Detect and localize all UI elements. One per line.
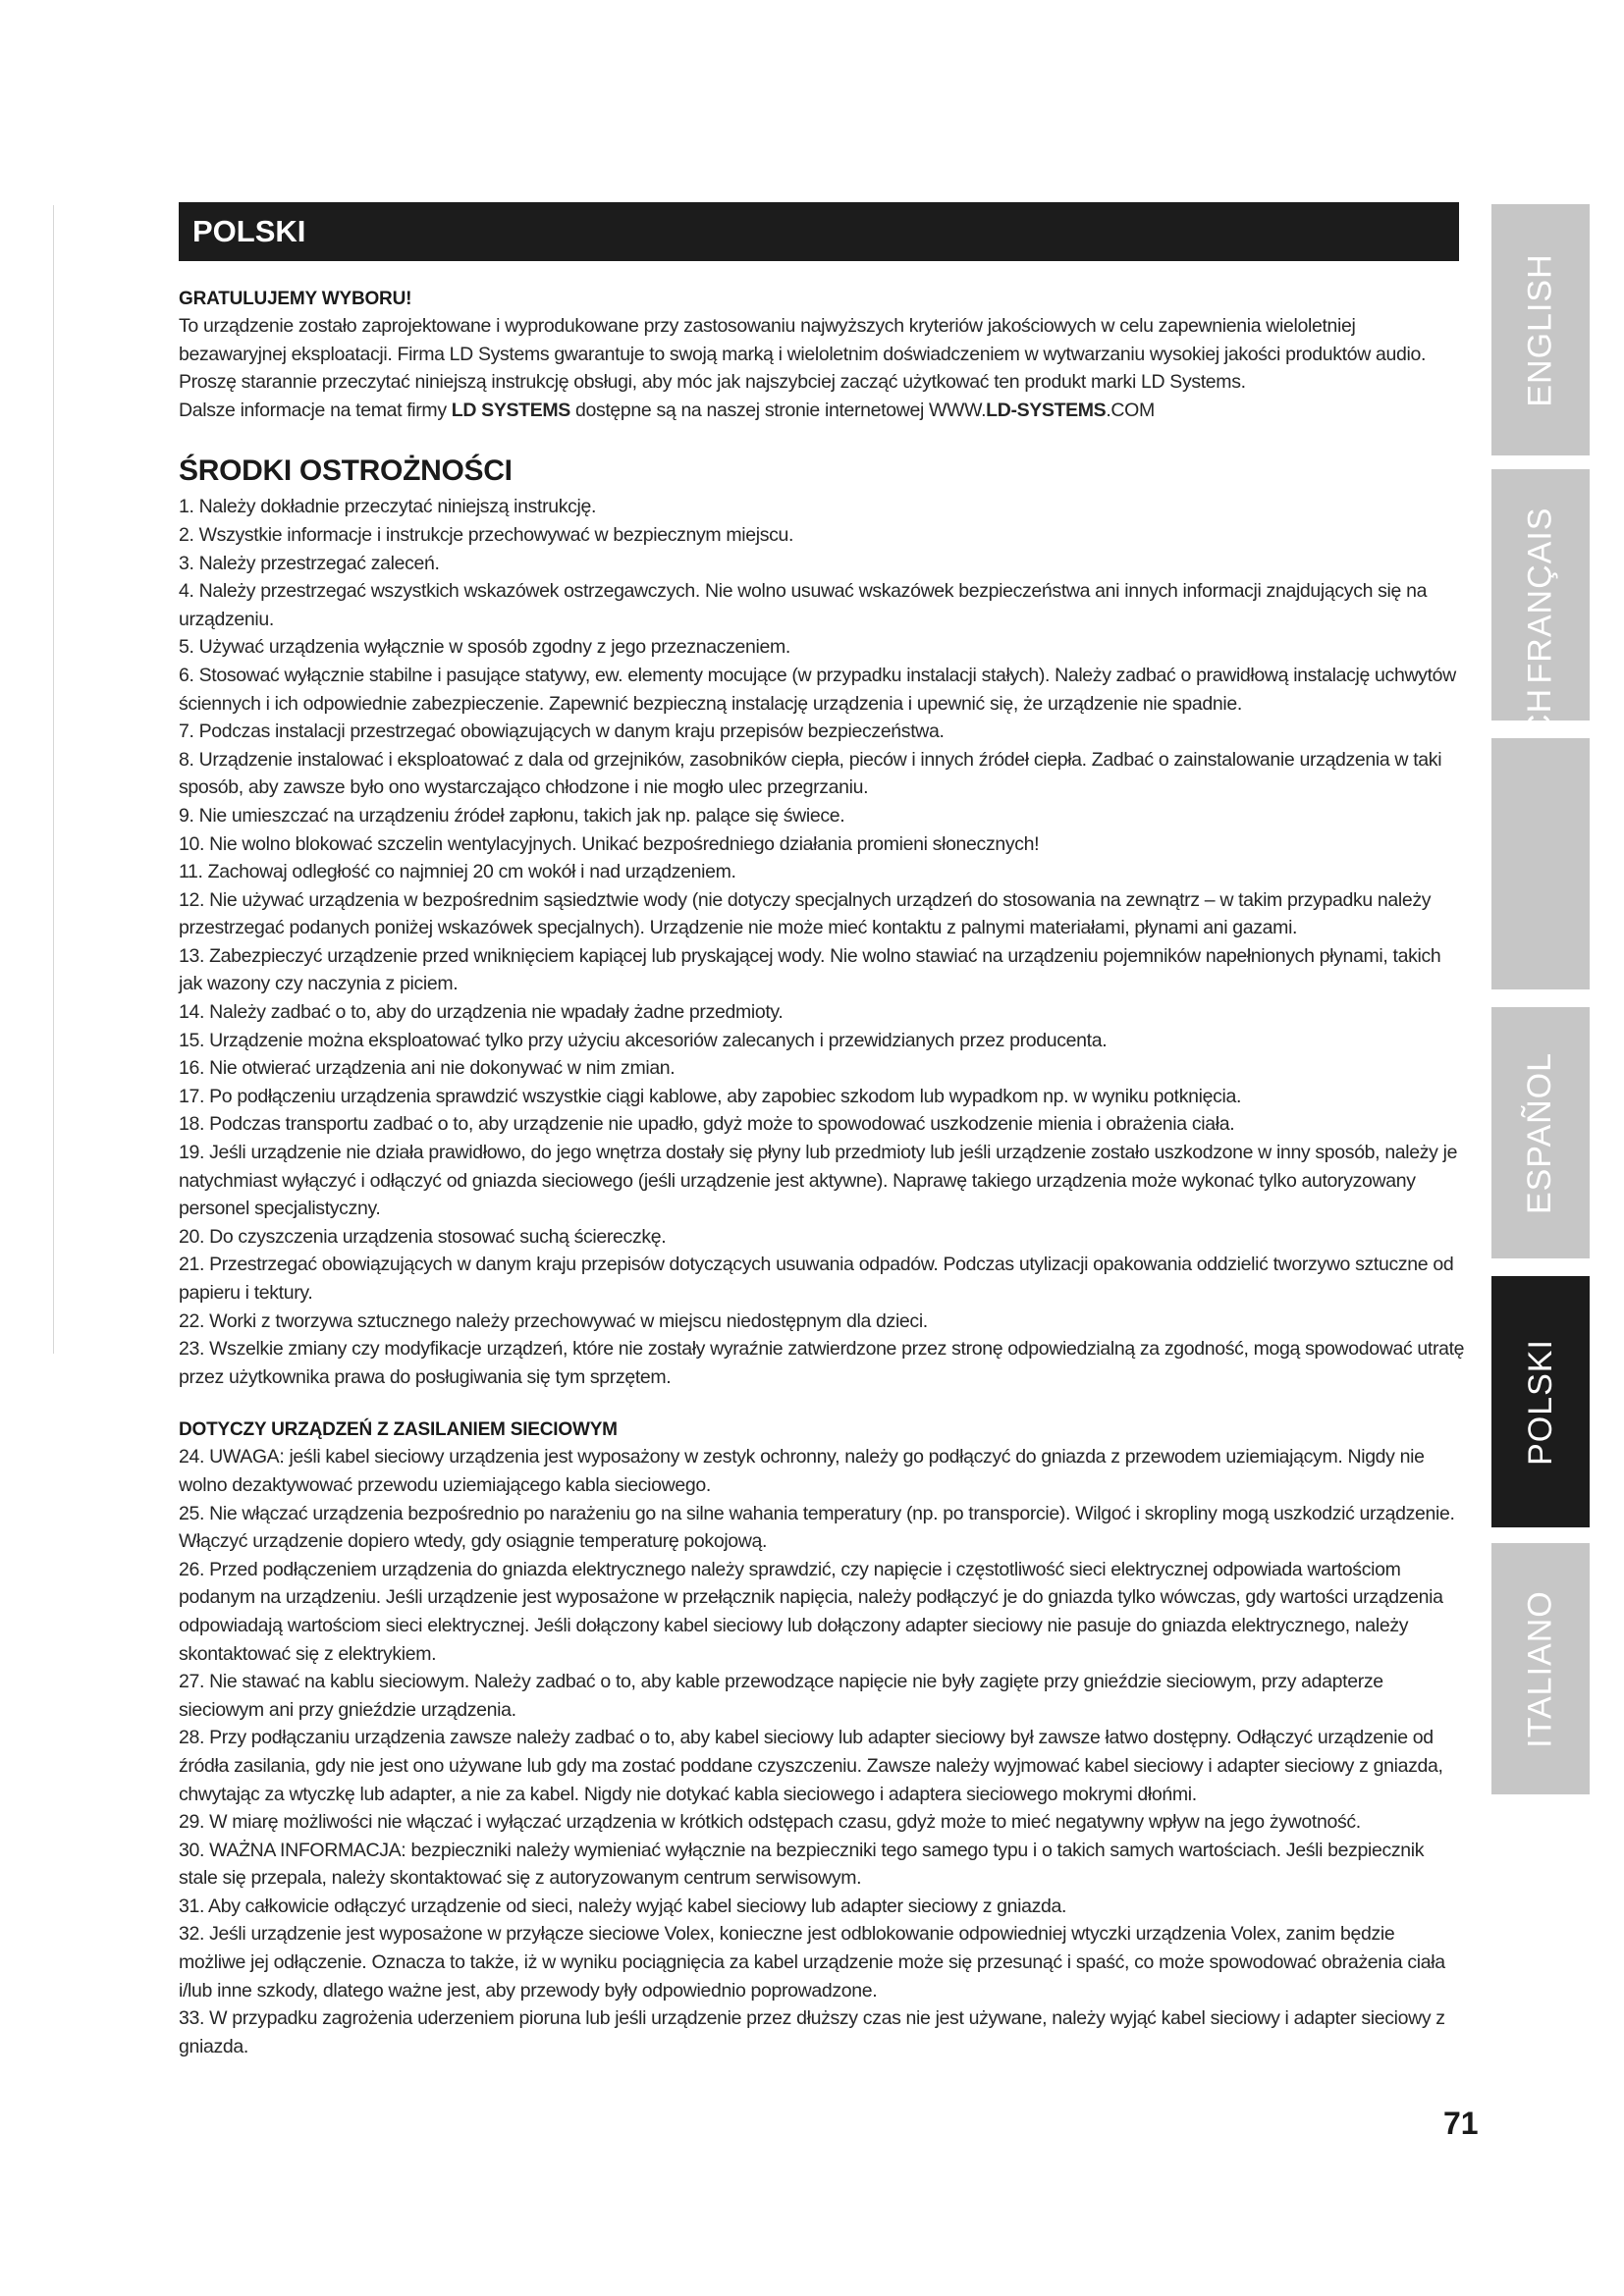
precautions-item: 14. Należy zadbać o to, aby do urządzenia nie wpadały żadne przedmioty. [179, 1001, 784, 1024]
more-info-prefix: Dalsze informacje na temat firmy [179, 399, 452, 421]
mains-item: 32. Jeśli urządzenie jest wyposażone w przyłącze sieciowe Volex, konieczne jest odblokowanie odpowiedniej wtyczki urządzenia Volex, zanim będzie możliwe jej odłączenie. Oznacza to także, iż w wyniku pociągnięcia za kabel urządzenie może się przesunąć i spaść, co może spowodować obrażenia ciała i/lub inne szkody, dlatego ważne jest, aby przewody były odpowiednio poprowadzone. [179, 1923, 1445, 2002]
tab-polski[interactable] [1491, 1276, 1590, 1527]
mains-item: 33. W przypadku zagrożenia uderzeniem pioruna lub jeśli urządzenie przez dłuższy czas nie jest używane, należy wyjąć kabel sieciowy i adapter sieciowy z gniazda. [179, 2007, 1445, 2057]
tab-espanol-label: ESPAÑOL [1521, 1051, 1559, 1214]
mains-item: 25. Nie włączać urządzenia bezpośrednio po narażeniu go na silne wahania temperatury (np. po transporcie). Wilgoć i skropliny mogą uszkodzić urządzenie. Włączyć urządzenie dopiero wtedy, gdy osiągnie temperaturę pokojową. [179, 1502, 1455, 1553]
intro-heading: GRATULUJEMY WYBORU! [179, 289, 412, 309]
precautions-heading: ŚRODKI OSTROŻNOŚCI [179, 454, 513, 488]
language-tabs [1491, 0, 1590, 2296]
precautions-item: 23. Wszelkie zmiany czy modyfikacje urządzeń, które nie zostały wyraźnie zatwierdzone przez stronę odpowiedzialną za zgodność, mogą spowodować utratę przez użytkownika prawa do posługiwania się tym sprzętem. [179, 1338, 1465, 1388]
tab-francais-label: FRANÇAIS [1521, 507, 1559, 683]
precautions-item: 21. Przestrzegać obowiązujących w danym kraju przepisów dotyczących usuwania odpadów. Podczas utylizacji opakowania oddzielić tworzywo sztuczne od papieru i tektury. [179, 1254, 1454, 1304]
precautions-item: 2. Wszystkie informacje i instrukcje przechowywać w bezpiecznym miejscu. [179, 523, 794, 546]
website-domain: LD-SYSTEMS [986, 399, 1107, 421]
precautions-item: 8. Urządzenie instalować i eksploatować z dala od grzejników, zasobników ciepła, pieców i innych źródeł ciepła. Zadbać o zainstalowanie urządzenia w taki sposób, aby zawsze było ono wystarczająco chłodzone i nie mogło ulec przegrzaniu. [179, 748, 1442, 799]
website-suffix: .COM [1106, 399, 1155, 421]
mains-item: 31. Aby całkowicie odłączyć urządzenie od sieci, należy wyjąć kabel sieciowy lub adapter sieciowy z gniazda. [179, 1895, 1067, 1917]
precautions-item: 7. Podczas instalacji przestrzegać obowiązujących w danym kraju przepisów bezpieczeństwa. [179, 721, 945, 743]
document-body [179, 286, 1465, 2060]
section-title-bar [179, 202, 1459, 261]
mains-item: 30. WAŻNA INFORMACJA: bezpieczniki należy wymieniać wyłącznie na bezpieczniki tego samego typu i o takich samych wartościach. Jeśli bezpiecznik stale się przepala, należy skontaktować się z autoryzowanym centrum serwisowym. [179, 1839, 1425, 1890]
precautions-item: 18. Podczas transportu zadbać o to, aby urządzenie nie upadło, gdyż może to spowodować uszkodzenie mienia i obrażenia ciała. [179, 1113, 1235, 1136]
more-info-middle: dostępne są na naszej stronie internetowej WWW. [569, 399, 987, 421]
tab-deutsch-block [1491, 738, 1590, 989]
precautions-item: 5. Używać urządzenia wyłącznie w sposób zgodny z jego przeznaczeniem. [179, 636, 790, 659]
tab-english[interactable] [1491, 204, 1590, 455]
precautions-item: 17. Po podłączeniu urządzenia sprawdzić wszystkie ciągi kablowe, aby zapobiec szkodom lub wypadkom np. w wyniku potknięcia. [179, 1085, 1242, 1107]
section-title: POLSKI [192, 214, 306, 248]
mains-item: 28. Przy podłączaniu urządzenia zawsze należy zadbać o to, aby kabel sieciowy lub adapter sieciowy był zawsze łatwo dostępny. Odłączyć urządzenie od źródła zasilania, gdy nie jest ono używane lub gdy ma zostać poddane czyszczeniu. Zawsze należy wyjmować kabel sieciowy i adapter sieciowy z gniazda, chwytając za wtyczkę lub adapter, a nie za kabel. Nigdy nie dotykać kabla sieciowego i adaptera sieciowego mokrymi dłońmi. [179, 1727, 1443, 1805]
mains-item: 27. Nie stawać na kablu sieciowym. Należy zadbać o to, aby kable przewodzące napięcie nie były zagięte przy gnieździe sieciowym, przy adapterze sieciowym ani przy gnieździe urządzenia. [179, 1671, 1383, 1721]
mains-item: 29. W miarę możliwości nie włączać i wyłączać urządzenia w krótkich odstępach czasu, gdyż może to mieć negatywny wpływ na jego żywotność. [179, 1811, 1361, 1834]
tab-italiano[interactable] [1491, 1543, 1590, 1794]
precautions-item: 1. Należy dokładnie przeczytać niniejszą instrukcję. [179, 496, 597, 518]
precautions-item: 11. Zachowaj odległość co najmniej 20 cm wokół i nad urządzeniem. [179, 861, 736, 883]
mains-heading: DOTYCZY URZĄDZEŃ Z ZASILANIEM SIECIOWYM [179, 1419, 618, 1441]
tab-italiano-label: ITALIANO [1521, 1589, 1559, 1748]
tab-polski-label: POLSKI [1521, 1338, 1559, 1466]
tab-english-label: ENGLISH [1521, 252, 1559, 407]
intro-paragraph: To urządzenie zostało zaprojektowane i wyprodukowane przy zastosowaniu najwyższych kryteriów jakościowych w celu zapewnienia wieloletniej bezawaryjnej eksploatacji. Firma LD Systems gwarantuje to swoją marką i wieloletnim doświadczeniem w wytwarzaniu wysokiej jakości produktów audio. Proszę starannie przeczytać niniejszą instrukcję obsługi, aby móc jak najszybciej zacząć użytkować ten produkt marki LD Systems. [179, 315, 1427, 394]
precautions-item: 4. Należy przestrzegać wszystkich wskazówek ostrzegawczych. Nie wolno usuwać wskazówek bezpieczeństwa ani innych informacji znajdujących się na urządzeniu. [179, 580, 1428, 630]
margin-rule [53, 205, 54, 1354]
brand-name: LD SYSTEMS [451, 399, 570, 421]
precautions-item: 3. Należy przestrzegać zaleceń. [179, 552, 440, 574]
precautions-item: 6. Stosować wyłącznie stabilne i pasujące statywy, ew. elementy mocujące (w przypadku instalacji stałych). Należy zadbać o prawidłową instalację uchwytów ściennych i ich odpowiednie zabezpieczenie. Zapewnić bezpieczną instalację urządzenia i upewnić się, że urządzenie nie spadnie. [179, 664, 1456, 715]
precautions-item: 19. Jeśli urządzenie nie działa prawidłowo, do jego wnętrza dostały się płyny lub przedmioty lub jeśli urządzenie zostało uszkodzone w inny sposób, należy je natychmiast wyłączyć i odłączyć od gniazda sieciowego (jeśli urządzenie jest aktywne). Naprawę takiego urządzenia może wykonać tylko autoryzowany personel specjalistyczny. [179, 1142, 1458, 1220]
mains-item: 26. Przed podłączeniem urządzenia do gniazda elektrycznego należy sprawdzić, czy napięcie i częstotliwość sieci elektrycznej odpowiada wartościom podanym na urządzeniu. Jeśli urządzenie jest wyposażone w przełącznik napięcia, należy podłączyć je do gniazda tylko wówczas, gdy wartości urządzenia odpowiadają wartościom sieci elektrycznej. Jeśli dołączony kabel sieciowy lub dołączony adapter sieciowy nie pasuje do gniazda elektrycznego, należy skontaktować się z elektrykiem. [179, 1558, 1443, 1665]
precautions-item: 22. Worki z tworzywa sztucznego należy przechowywać w miejscu niedostępnym dla dzieci. [179, 1309, 928, 1332]
precautions-list [179, 493, 1465, 1391]
tab-espanol[interactable] [1491, 1007, 1590, 1258]
precautions-item: 9. Nie umieszczać na urządzeniu źródeł zapłonu, takich jak np. palące się świece. [179, 804, 845, 827]
mains-item: 24. UWAGA: jeśli kabel sieciowy urządzenia jest wyposażony w zestyk ochronny, należy go podłączyć do gniazda z przewodem uziemiającym. Nigdy nie wolno dezaktywować przewodu uziemiającego kabla sieciowego. [179, 1446, 1425, 1496]
precautions-item: 20. Do czyszczenia urządzenia stosować suchą ściereczkę. [179, 1225, 667, 1248]
precautions-item: 15. Urządzenie można eksploatować tylko przy użyciu akcesoriów zalecanych i przewidzianych przez producenta. [179, 1029, 1108, 1051]
precautions-item: 10. Nie wolno blokować szczelin wentylacyjnych. Unikać bezpośredniego działania promieni słonecznych! [179, 832, 1040, 855]
mains-list [179, 1443, 1465, 2060]
precautions-item: 12. Nie używać urządzenia w bezpośrednim sąsiedztwie wody (nie dotyczy specjalnych urządzeń do stosowania na zewnątrz – w takim przypadku należy przestrzegać podanych poniżej wskazówek specjalnych). Urządzenie nie może mieć kontaktu z palnymi materiałami, płynami ani gazami. [179, 888, 1432, 939]
precautions-item: 16. Nie otwierać urządzenia ani nie dokonywać w nim zmian. [179, 1057, 676, 1080]
page-number: 71 [1443, 2106, 1479, 2141]
intro-more-info [179, 397, 1465, 425]
tab-deutsch[interactable] [1491, 469, 1590, 721]
precautions-item: 13. Zabezpieczyć urządzenie przed wniknięciem kapiącej lub pryskającej wody. Nie wolno stawiać na urządzeniu pojemników napełnionych płynami, takich jak wazony czy naczynia z piciem. [179, 944, 1441, 995]
